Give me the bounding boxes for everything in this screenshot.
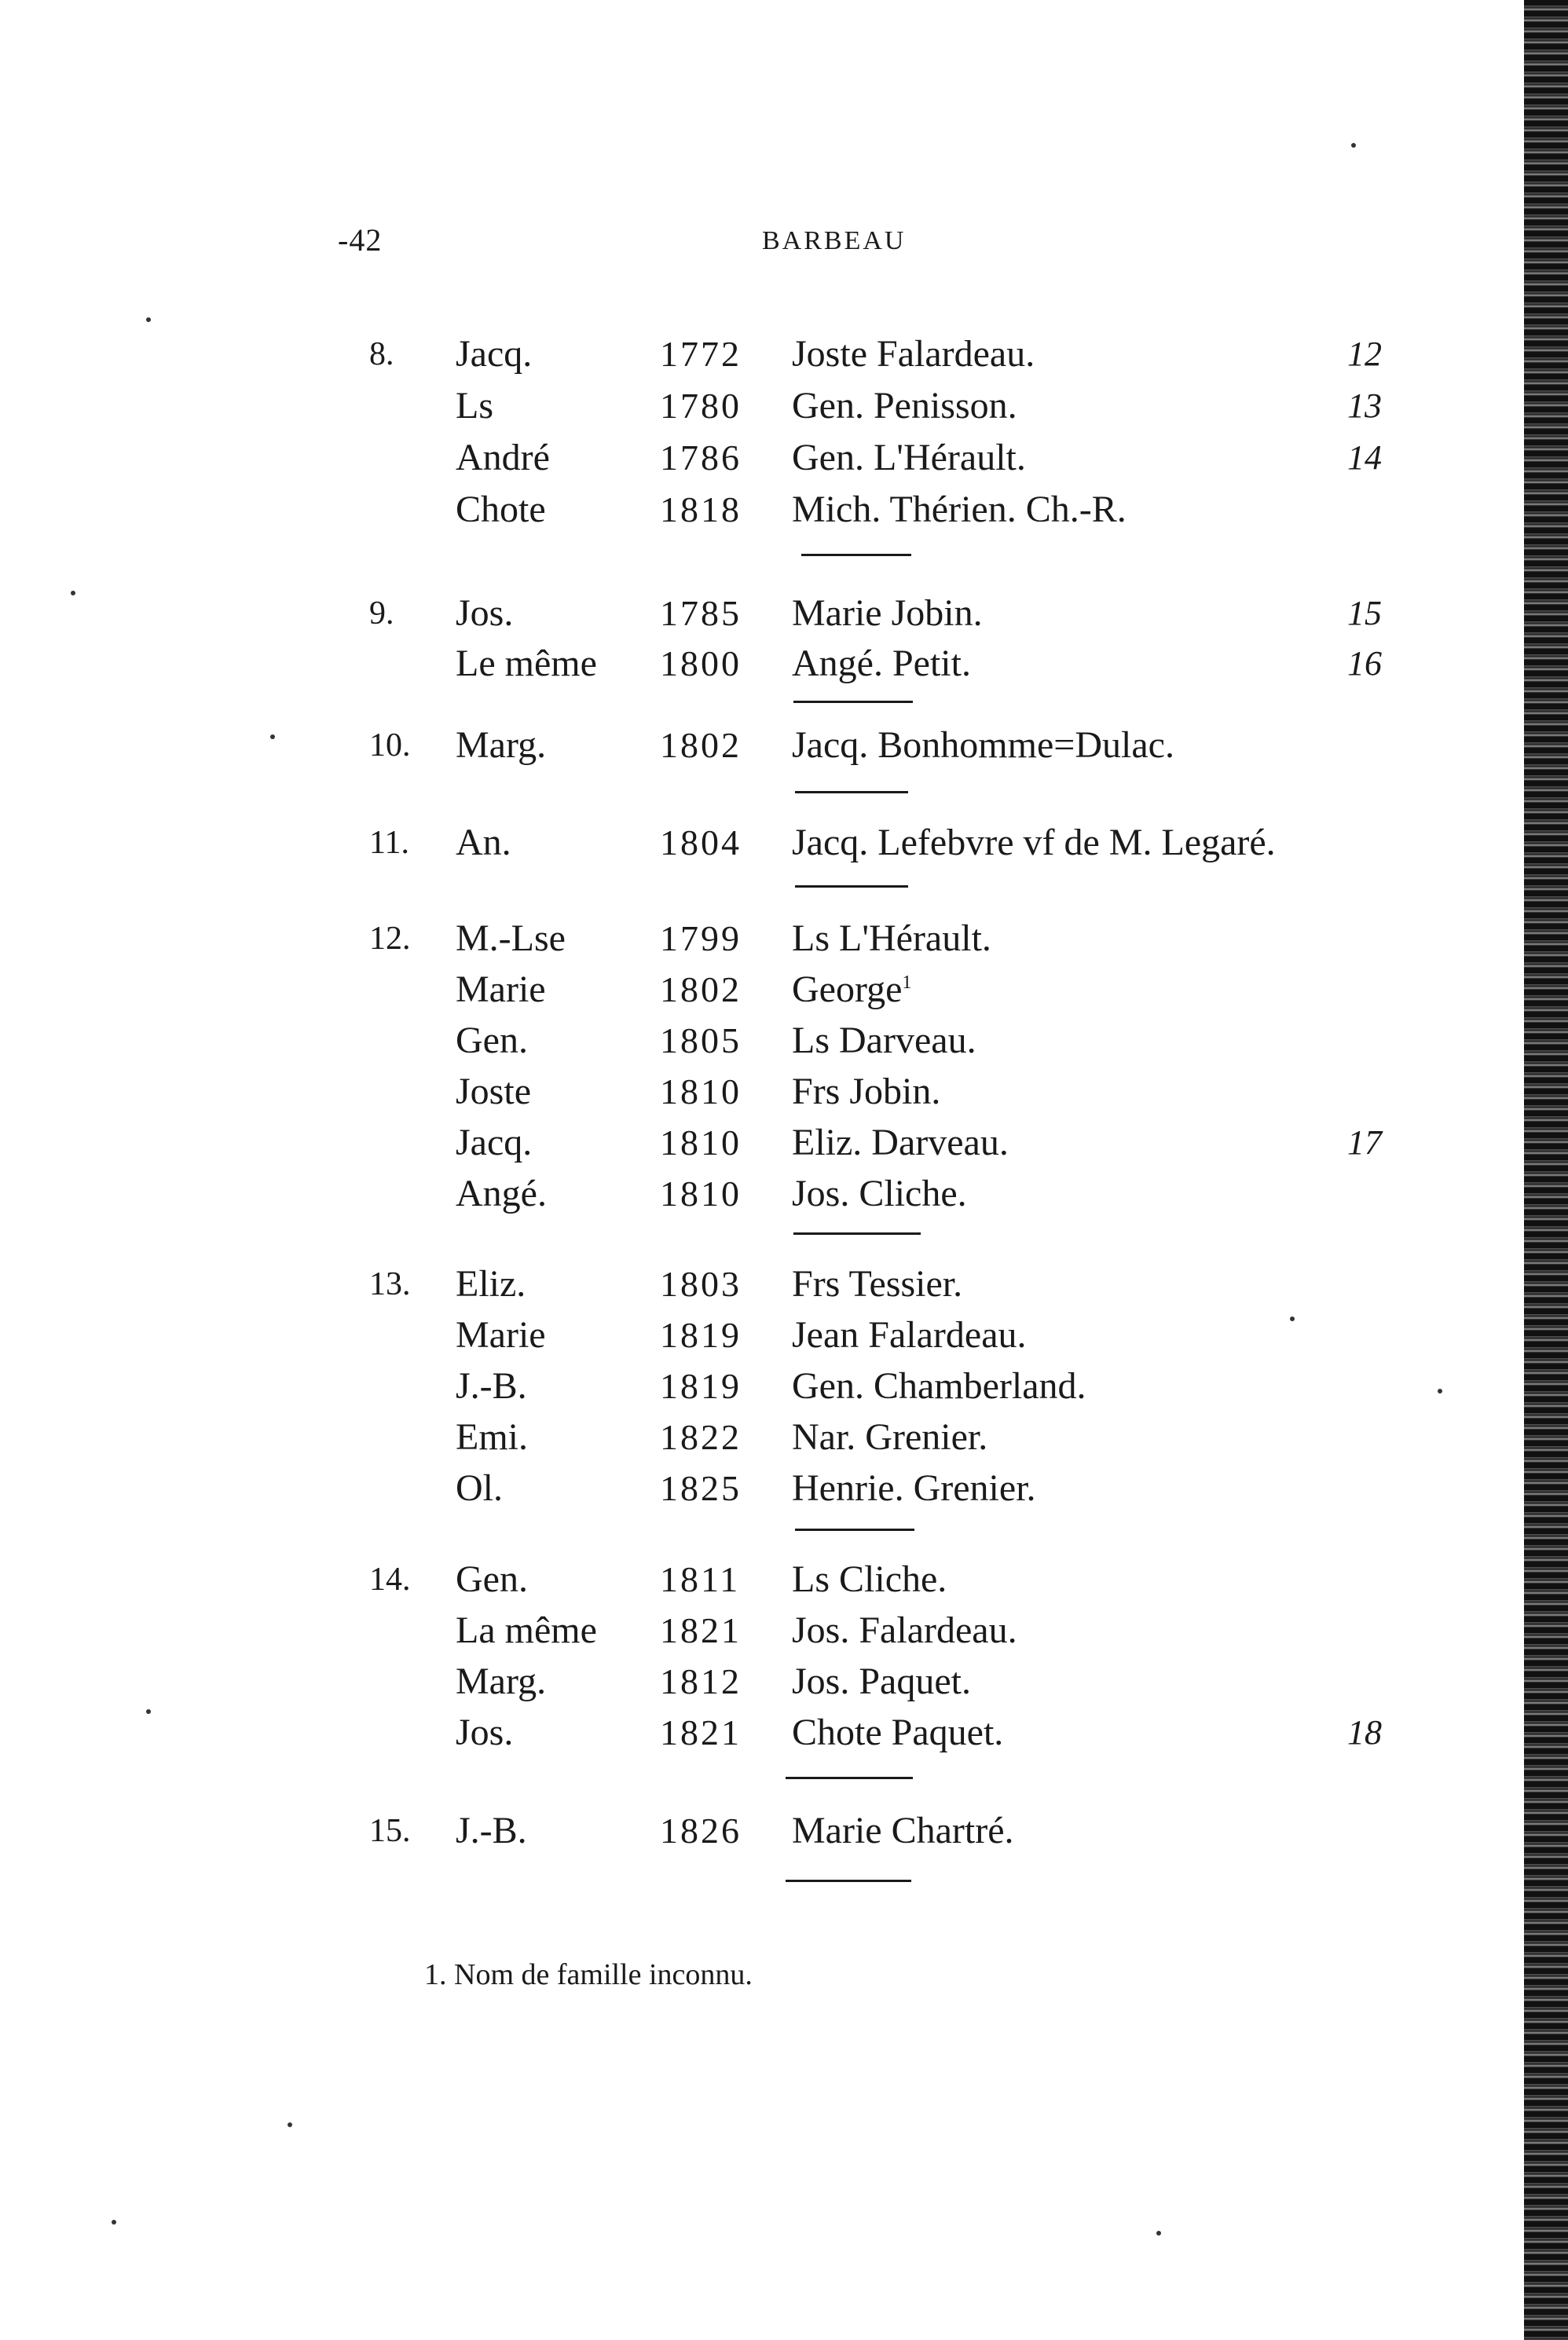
genealogy-row: [0, 1656, 1568, 1708]
entry-number: 8.: [369, 336, 394, 372]
person-name: Angé.: [456, 1173, 547, 1214]
person-name: An.: [456, 822, 511, 863]
genealogy-row: [0, 588, 1568, 639]
spouse-name: Nar. Grenier.: [792, 1416, 988, 1458]
scan-speck: [146, 1709, 151, 1714]
scan-speck: [112, 2220, 116, 2225]
scan-speck: [1156, 2231, 1161, 2236]
genealogy-row: [0, 1117, 1568, 1169]
spouse-name: Frs Tessier.: [792, 1263, 963, 1305]
marriage-year: 1819: [660, 1315, 742, 1355]
spouse-name: Angé. Petit.: [792, 643, 971, 684]
person-name: Le même: [456, 643, 597, 684]
marriage-year: 1800: [660, 643, 742, 683]
entry-number: 12.: [369, 921, 411, 957]
marriage-year: 1810: [660, 1071, 742, 1111]
spouse-name: Joste Falardeau.: [792, 333, 1035, 375]
genealogy-row: [0, 913, 1568, 965]
person-name: Jacq.: [456, 1122, 533, 1163]
spouse-name: Jos. Paquet.: [792, 1661, 971, 1702]
entry-number: 10.: [369, 727, 411, 764]
marriage-year: 1819: [660, 1366, 742, 1406]
marriage-year: 1786: [660, 438, 742, 478]
genealogy-row: [0, 380, 1568, 432]
spouse-name: Eliz. Darveau.: [792, 1122, 1009, 1163]
person-name: La même: [456, 1609, 597, 1651]
genealogy-row: [0, 1605, 1568, 1657]
spouse-name: Jos. Falardeau.: [792, 1609, 1017, 1651]
person-name: Emi.: [456, 1416, 528, 1458]
page-number: -42: [338, 222, 383, 258]
section-rule: [795, 885, 908, 888]
marriage-year: 1785: [660, 593, 742, 633]
spouse-name: Marie Chartré.: [792, 1810, 1014, 1851]
genealogy-row: [0, 720, 1568, 771]
person-name: Marie: [456, 969, 546, 1010]
spouse-name: Frs Jobin.: [792, 1071, 941, 1112]
marriage-year: 1825: [660, 1468, 742, 1508]
scan-edge-strip: [1524, 0, 1568, 2340]
spouse-name: Chote Paquet.: [792, 1712, 1004, 1753]
person-name: Marg.: [456, 1661, 547, 1702]
marriage-year: 1822: [660, 1417, 742, 1457]
section-rule: [793, 701, 913, 703]
marriage-year: 1802: [660, 969, 742, 1009]
genealogy-row: [0, 1258, 1568, 1310]
genealogy-row: [0, 1360, 1568, 1412]
person-name: Chote: [456, 489, 546, 530]
marriage-year: 1812: [660, 1661, 742, 1701]
spouse-name: Jacq. Bonhomme=Dulac.: [792, 724, 1174, 766]
person-name: Jacq.: [456, 333, 533, 375]
handwritten-reference: 18: [1347, 1713, 1382, 1752]
genealogy-row: [0, 1463, 1568, 1514]
marriage-year: 1818: [660, 489, 742, 529]
genealogy-row: [0, 964, 1568, 1016]
section-rule: [786, 1880, 911, 1882]
entry-number: 14.: [369, 1562, 411, 1598]
person-name: Marg.: [456, 724, 547, 766]
running-head: [338, 222, 1359, 269]
handwritten-reference: 13: [1347, 386, 1382, 425]
entry-number: 15.: [369, 1813, 411, 1849]
marriage-year: 1810: [660, 1174, 742, 1214]
person-name: Ls: [456, 385, 493, 427]
marriage-year: 1772: [660, 334, 742, 374]
person-name: Jos.: [456, 592, 514, 634]
scan-speck: [288, 2122, 292, 2127]
genealogy-row: [0, 1412, 1568, 1463]
marriage-year: 1802: [660, 725, 742, 765]
handwritten-reference: 12: [1347, 335, 1382, 373]
section-rule: [795, 791, 908, 793]
person-name: Jos.: [456, 1712, 514, 1753]
marriage-year: 1799: [660, 918, 742, 958]
spouse-name: Ls Darveau.: [792, 1020, 976, 1061]
genealogy-row: [0, 1805, 1568, 1857]
scan-speck: [1438, 1389, 1442, 1393]
spouse-name: George: [792, 969, 903, 1010]
genealogy-row: [0, 328, 1568, 380]
genealogy-row: [0, 1309, 1568, 1361]
spouse-name: Henrie. Grenier.: [792, 1467, 1036, 1509]
person-name: J.-B.: [456, 1365, 527, 1407]
person-name: M.-Lse: [456, 917, 566, 959]
marriage-year: 1811: [660, 1559, 741, 1599]
genealogy-row: [0, 432, 1568, 484]
handwritten-reference: 17: [1347, 1123, 1382, 1162]
spouse-name: Jos. Cliche.: [792, 1173, 967, 1214]
running-title: BARBEAU: [762, 226, 907, 255]
scan-speck: [71, 591, 75, 595]
spouse-name: Gen. L'Hérault.: [792, 437, 1026, 478]
spouse-name: Jacq. Lefebvre vf de M. Legaré.: [792, 822, 1276, 863]
footnote-text: Nom de famille inconnu.: [454, 1958, 753, 1991]
marriage-year: 1826: [660, 1811, 742, 1851]
spouse-name: Marie Jobin.: [792, 592, 983, 634]
entry-number: 11.: [369, 825, 409, 861]
entry-number: 9.: [369, 595, 394, 632]
marriage-year: 1780: [660, 386, 742, 426]
genealogy-row: [0, 1066, 1568, 1118]
person-name: Ol.: [456, 1467, 503, 1509]
person-name: Eliz.: [456, 1263, 526, 1305]
genealogy-row: [0, 817, 1568, 869]
person-name: Marie: [456, 1314, 546, 1356]
marriage-year: 1804: [660, 822, 742, 862]
person-name: André: [456, 437, 550, 478]
person-name: J.-B.: [456, 1810, 527, 1851]
person-name: Gen.: [456, 1020, 528, 1061]
spouse-name: Gen. Chamberland.: [792, 1365, 1086, 1407]
footnote-mark: 1: [902, 972, 912, 993]
spouse-name: Ls L'Hérault.: [792, 917, 991, 959]
genealogy-row: [0, 1707, 1568, 1759]
genealogy-row: [0, 1554, 1568, 1606]
section-rule: [795, 1529, 914, 1531]
spouse-cell: [792, 964, 1357, 1016]
genealogy-row: [0, 484, 1568, 536]
person-name: Joste: [456, 1071, 531, 1112]
marriage-year: 1810: [660, 1122, 742, 1163]
genealogy-row: [0, 1168, 1568, 1220]
genealogy-row: [0, 638, 1568, 690]
marriage-year: 1821: [660, 1712, 742, 1752]
handwritten-reference: 16: [1347, 644, 1382, 683]
person-name: Gen.: [456, 1558, 528, 1600]
scan-speck: [146, 317, 151, 322]
spouse-name: Ls Cliche.: [792, 1558, 947, 1600]
spouse-name: Mich. Thérien. Ch.-R.: [792, 489, 1127, 530]
scan-speck: [270, 734, 275, 739]
footnote: [424, 1957, 753, 1992]
section-rule: [801, 554, 911, 556]
spouse-name: Jean Falardeau.: [792, 1314, 1027, 1356]
handwritten-reference: 15: [1347, 594, 1382, 632]
marriage-year: 1821: [660, 1610, 742, 1650]
section-rule: [786, 1777, 913, 1779]
marriage-year: 1805: [660, 1020, 742, 1060]
entry-number: 13.: [369, 1266, 411, 1302]
scan-speck: [1351, 143, 1356, 148]
handwritten-reference: 14: [1347, 438, 1382, 477]
section-rule: [793, 1232, 921, 1235]
scan-speck: [1290, 1316, 1295, 1321]
spouse-name: Gen. Penisson.: [792, 385, 1017, 427]
footnote-number: 1.: [424, 1958, 447, 1991]
genealogy-row: [0, 1015, 1568, 1067]
marriage-year: 1803: [660, 1264, 742, 1304]
